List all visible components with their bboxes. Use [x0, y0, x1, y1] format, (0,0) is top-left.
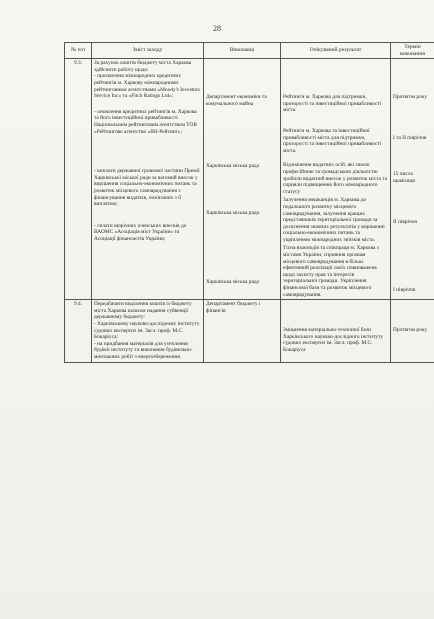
- task-paragraph: - на придбання матеріалів для утеплення будівлі інституту та виконання будівельно-монтажних робіт з енергозбереження.: [94, 340, 193, 360]
- executor-text: Харківська міська рада: [206, 209, 260, 216]
- row-number: 9.4.: [65, 300, 92, 362]
- task-cell: [92, 300, 204, 362]
- task-cell: [92, 59, 204, 300]
- result-text: Тісна взаємодія та співпраця м. Харкова з містами України, сприяння органам місцевого самоврядування в більш ефективній реалізації своїх повноважень щодо захисту прав та інтересів територіальної громади. Укріплення фінансової бази та розвиток місцевого самоврядування.: [283, 245, 379, 298]
- header-executors: Виконавці: [204, 43, 281, 59]
- executor-text: Департамент бюджету і фінансів: [206, 301, 261, 314]
- task-paragraph: За рахунок коштів бюджету міста Харкова здійснити роботу щодо:: [94, 60, 192, 73]
- table-row: [65, 59, 434, 300]
- row-number: 9.3.: [65, 59, 92, 300]
- executors-cell: [204, 59, 281, 300]
- executor-text: Харківська міська рада: [206, 163, 260, 170]
- table-row: [65, 300, 434, 362]
- term-text: II півріччя: [393, 218, 417, 225]
- task-paragraph: - Харківському науково-дослідному інституту судових експертиз ім. Засл. проф. М.С. Бокаріуса:: [94, 321, 200, 341]
- task-paragraph: - присвоєння міжнародних кредитних рейтингів м. Харкову міжнародними рейтинговими агентствами «Moody's Investors Service Inc» та «Fitch Ratings Ltd»;: [94, 73, 200, 100]
- term-text: Протягом року: [393, 94, 428, 101]
- result-text: Відзначення видатних осіб, які своєю професійною та громадською діяльністю зробили видатний внесок у розвиток міста та сприяли підвищенню його міжнародного статусу: [283, 162, 388, 195]
- result-text: Рейтинги м. Харкова та інвестиційної привабливості міста для підтримки, прозорості та інвестиційної привабливості міста.: [283, 127, 382, 154]
- task-paragraph: - сплати щорічних членських внесків до ВАОМС «Асоціація міст України» та Асоціації фінансистів України;: [94, 222, 187, 242]
- executor-text: Харківська міська рада: [206, 278, 260, 285]
- result-text: Рейтинги м. Харкова для підтримки, прозорості та інвестиційної привабливості міста.: [283, 94, 382, 114]
- measures-table: [64, 42, 434, 363]
- task-paragraph: - оновлення кредитних рейтингів м. Харкова та його інвестиційної привабливості Національним рейтинговим агентством ТОВ «Рейтингове агентство «IBI-Рейтинг»;: [94, 108, 197, 135]
- result-cell: [281, 59, 391, 300]
- header-term: Термін виконання: [391, 43, 434, 59]
- executor-text: Департамент економіки та комунального майна: [206, 94, 267, 107]
- term-text: I та II півріччя: [393, 134, 427, 141]
- result-cell: [281, 300, 391, 362]
- table-header-row: [65, 43, 434, 59]
- result-text: Залучення мешканців м. Харкова до подальшого розвитку місцевого самоврядування, залучення кращих представників територіальної громади за досягнення значних результатів у вирішенні соціально-економічних питань та укріпленню міжнародних зв'язків міста.: [283, 197, 385, 243]
- term-text: Протягом року: [393, 327, 428, 334]
- header-result: Очікуваний результат: [281, 43, 391, 59]
- term-cell: [391, 300, 434, 362]
- header-task: Зміст заходу: [92, 43, 204, 59]
- term-text: 15 числа щомісяця: [393, 171, 415, 184]
- term-cell: [391, 59, 434, 300]
- task-paragraph: - виплати державної грошової частини Премії Харківської міської ради за вагомий внесок у вирішення соціально-економічних питань та розвиток місцевого самоврядування з фінансування видатків, пов'язаних з її виплатою;: [94, 168, 200, 208]
- executors-cell: [204, 300, 281, 362]
- header-num: № п/п: [65, 43, 92, 59]
- term-text: I півріччя: [393, 287, 416, 294]
- task-paragraph: Передбачити виділення коштів із бюджету міста Харкова шляхом надання субвенції державному бюджету:: [94, 301, 192, 321]
- result-text: Зміцнення матеріально-технічної бази Харківського науково-дослідного інституту судових експертиз ім. Засл. проф. М.С. Бокаріуса: [283, 327, 383, 353]
- page-number: 28: [213, 24, 221, 33]
